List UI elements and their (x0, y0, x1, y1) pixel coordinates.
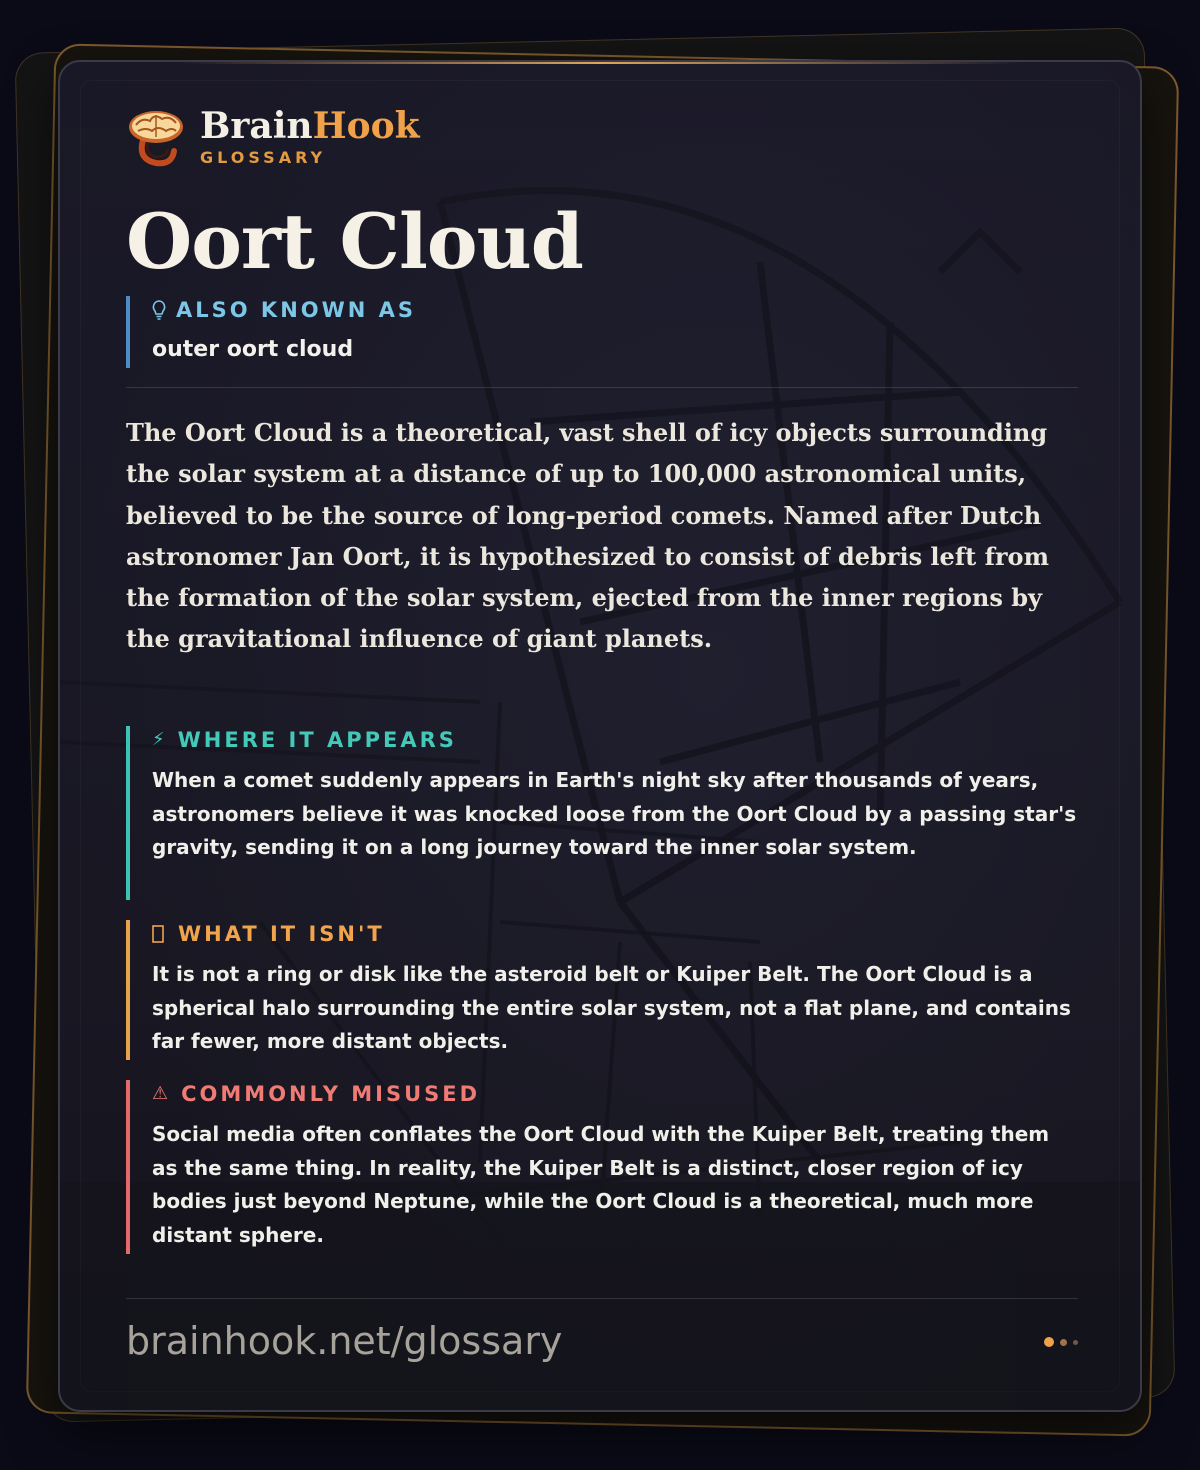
what-it-isnt-body: It is not a ring or disk like the asteroid belt or Kuiper Belt. The Oort Cloud is a spherical halo surrounding the entire solar system, not a flat plane, and contains far fewer, more distant objects. (152, 962, 1071, 1054)
brand-subtitle: GLOSSARY (200, 148, 327, 167)
indicator-dot (1073, 1340, 1078, 1345)
where-it-appears-section (126, 726, 1078, 900)
brand-name-part-2: Hook (312, 105, 420, 147)
indicator-dot-active (1044, 1337, 1054, 1347)
commonly-misused-section (126, 1080, 1078, 1254)
commonly-misused-heading (152, 1080, 1078, 1108)
indicator-dot (1060, 1339, 1067, 1346)
lightning-icon: ⚡ (152, 729, 168, 750)
footer-divider (126, 1298, 1078, 1299)
also-known-as-heading (152, 296, 1078, 324)
also-known-as-value: outer oort cloud (152, 337, 354, 362)
also-known-as-block (126, 296, 1078, 368)
footer-url-link[interactable]: brainhook.net/glossary (126, 1319, 563, 1363)
also-known-as-label: ALSO KNOWN AS (176, 298, 417, 322)
warning-icon: ⚠ (152, 1083, 172, 1104)
where-it-appears-body: When a comet suddenly appears in Earth's night sky after thousands of years, astronomers believe it was knocked loose from the Oort Cloud by a passing star's gravity, sending it on a long journey toward the inner solar system. (152, 768, 1077, 860)
header-divider (126, 387, 1078, 388)
page-indicator-dots (1038, 1337, 1078, 1347)
definition-text: The Oort Cloud is a theoretical, vast shell of icy objects surrounding the solar system at a distance of up to 100,000 astronomical units, believed to be the source of long-period comets. Named after Dutch astronomer Jan Oort, it is hypothesized to consist of debris left from the formation of the solar system, ejected from the inner regions by the gravitational influence of giant planets. (126, 418, 1049, 654)
where-it-appears-heading (152, 726, 1078, 754)
where-it-appears-label: WHERE IT APPEARS (177, 728, 457, 752)
brand-name (200, 106, 420, 146)
term-title: Oort Cloud (126, 197, 583, 286)
glossary-card (58, 60, 1142, 1412)
what-it-isnt-label: WHAT IT ISN'T (178, 922, 385, 946)
no-entry-icon (152, 924, 164, 944)
commonly-misused-label: COMMONLY MISUSED (181, 1082, 481, 1106)
lightbulb-icon (152, 300, 166, 320)
what-it-isnt-heading (152, 920, 1078, 948)
commonly-misused-body: Social media often conflates the Oort Cloud with the Kuiper Belt, treating them as the same thing. In reality, the Kuiper Belt is a distinct, closer region of icy bodies just beyond Neptune, while the Oort Cloud is a theoretical, much more distant sphere. (152, 1122, 1050, 1247)
what-it-isnt-section (126, 920, 1078, 1060)
brain-hook-logo-icon (126, 107, 186, 167)
brand-header (126, 106, 420, 167)
brand-name-part-1: Brain (200, 105, 313, 147)
card-content (126, 62, 1078, 1412)
